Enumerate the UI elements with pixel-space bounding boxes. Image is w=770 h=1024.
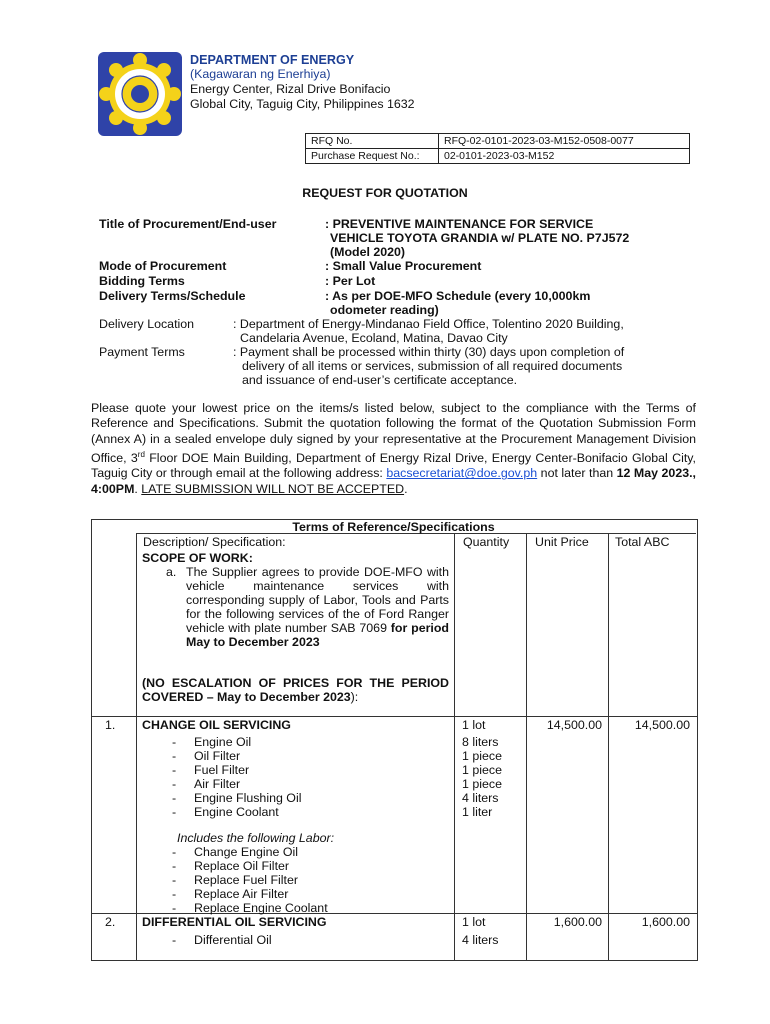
- part-quantity: 1 piece: [462, 749, 502, 763]
- col-description: Description/ Specification:: [143, 535, 286, 549]
- scope-text-a: The Supplier agrees to provide DOE-MFO with vehicle maintenance services with corresponding supply of Labor, Tools and Parts for the following services of the of Ford Ranger vehicle with plate number SAB 7069: [186, 565, 449, 635]
- address-line-2: Global City, Taguig City, Philippines 1632: [190, 97, 415, 111]
- payment-value-2: delivery of all items or services, submission of all required documents: [242, 359, 623, 373]
- part-name: Oil Filter: [194, 749, 241, 763]
- pr-value: 02-0101-2023-03-M152: [439, 149, 690, 164]
- col-quantity: Quantity: [463, 535, 510, 549]
- labor-title: Includes the following Labor:: [177, 831, 335, 845]
- instructions-paragraph: [91, 401, 696, 497]
- item-title: DIFFERENTIAL OIL SERVICING: [142, 915, 327, 929]
- bidding-value: : Per Lot: [325, 274, 376, 288]
- item-quantity: 1 lot: [462, 915, 486, 929]
- part-dash: -: [172, 777, 177, 791]
- col-unit-price: Unit Price: [535, 535, 589, 549]
- labor-dash: -: [172, 859, 177, 873]
- part-quantity: 8 liters: [462, 735, 499, 749]
- item-title: CHANGE OIL SERVICING: [142, 718, 291, 732]
- payment-label: Payment Terms: [99, 345, 185, 359]
- delivery-label: Delivery Terms/Schedule: [99, 289, 246, 303]
- part-name: Differential Oil: [194, 933, 272, 947]
- late-submission-warning: LATE SUBMISSION WILL NOT BE ACCEPTED: [141, 481, 405, 496]
- labor-item: Replace Air Filter: [194, 887, 289, 901]
- document-title: REQUEST FOR QUOTATION: [302, 186, 468, 200]
- part-dash: -: [172, 933, 177, 947]
- rfq-table: [305, 133, 690, 164]
- title-value-1: : PREVENTIVE MAINTENANCE FOR SERVICE: [325, 217, 594, 231]
- labor-item: Change Engine Oil: [194, 845, 299, 859]
- part-dash: -: [172, 805, 177, 819]
- title-value-2: VEHICLE TOYOTA GRANDIA w/ PLATE NO. P7J572: [330, 231, 630, 245]
- delivery-value-2: odometer reading): [330, 303, 439, 317]
- part-name: Fuel Filter: [194, 763, 250, 777]
- instructions-text-3: not later than: [537, 466, 617, 481]
- item-unit-price: 1,600.00: [553, 915, 602, 929]
- org-name: DEPARTMENT OF ENERGY: [190, 53, 355, 67]
- part-name: Engine Coolant: [194, 805, 279, 819]
- part-name: Engine Oil: [194, 735, 252, 749]
- doe-logo: [98, 52, 182, 136]
- location-value-1: : Department of Energy-Mindanao Field Office, Tolentino 2020 Building,: [233, 317, 624, 331]
- payment-value-1: : Payment shall be processed within thirty (30) days upon completion of: [233, 345, 625, 359]
- scope-period: for period May to December 2023: [186, 621, 449, 649]
- part-quantity: 1 liter: [462, 805, 493, 819]
- email-link[interactable]: bacsecretariat@doe.gov.ph: [386, 466, 538, 481]
- rfq-label: RFQ No.: [306, 134, 439, 149]
- part-dash: -: [172, 735, 177, 749]
- title-value-3: (Model 2020): [330, 245, 406, 259]
- title-label: Title of Procurement/End-user: [99, 217, 277, 231]
- instructions-text: Please quote your lowest price on the items/s listed below, subject to the compliance with the Terms of Reference and Specifications. Submit the quotation following the format of the Quotation Submission Form (Annex A) in a sealed envelope duly signed by your representative at the Procurement Management Division Office, 3: [91, 401, 696, 466]
- item-unit-price: 14,500.00: [546, 718, 602, 732]
- item-number: 2.: [105, 915, 116, 929]
- instructions-text-4: .: [134, 481, 142, 496]
- part-dash: -: [172, 749, 177, 763]
- payment-value-3: and issuance of end-user’s certificate acceptance.: [242, 373, 518, 387]
- no-escalation-text: (NO ESCALATION OF PRICES FOR THE PERIOD COVERED – May to December 2023: [142, 676, 449, 704]
- bidding-label: Bidding Terms: [99, 274, 185, 288]
- labor-dash: -: [172, 873, 177, 887]
- part-dash: -: [172, 791, 177, 805]
- mode-label: Mode of Procurement: [99, 259, 227, 273]
- part-quantity: 4 liters: [462, 791, 499, 805]
- part-quantity: 4 liters: [462, 933, 499, 947]
- pr-label: Purchase Request No.:: [306, 149, 439, 164]
- item-total: 1,600.00: [641, 915, 690, 929]
- part-quantity: 1 piece: [462, 777, 502, 791]
- item-number: 1.: [105, 718, 116, 732]
- no-escalation-note: [142, 676, 449, 704]
- address-line-1: Energy Center, Rizal Drive Bonifacio: [190, 82, 391, 96]
- deadline: 12 May 2023., 4:00PM: [91, 466, 696, 496]
- part-dash: -: [172, 763, 177, 777]
- rfq-value: RFQ-02-0101-2023-03-M152-0508-0077: [439, 134, 690, 149]
- scope-text: [186, 565, 449, 649]
- labor-dash: -: [172, 845, 177, 859]
- location-value-2: Candelaria Avenue, Ecoland, Matina, Davao City: [240, 331, 508, 345]
- delivery-value-1: : As per DOE-MFO Schedule (every 10,000km: [325, 289, 591, 303]
- item-total: 14,500.00: [634, 718, 690, 732]
- labor-item: Replace Engine Coolant: [194, 901, 328, 915]
- part-name: Air Filter: [194, 777, 241, 791]
- labor-dash: -: [172, 887, 177, 901]
- scope-title: SCOPE OF WORK:: [142, 551, 253, 565]
- org-local-name: (Kagawaran ng Enerhiya): [190, 67, 331, 81]
- no-escalation-end: ):: [350, 690, 359, 704]
- mode-value: : Small Value Procurement: [325, 259, 482, 273]
- superscript: rd: [137, 449, 145, 459]
- part-quantity: 1 piece: [462, 763, 502, 777]
- instructions-text-2: Floor DOE Main Building, Department of Energy Rizal Drive, Energy Center-Bonifacio Global City, Taguig City or through email at the following address:: [91, 451, 696, 481]
- part-name: Engine Flushing Oil: [194, 791, 302, 805]
- col-total-abc: Total ABC: [615, 535, 670, 549]
- tor-heading: Terms of Reference/Specifications: [292, 520, 495, 534]
- instructions-end: .: [404, 481, 408, 496]
- scope-marker: a.: [166, 565, 177, 579]
- labor-item: Replace Oil Filter: [194, 859, 290, 873]
- location-label: Delivery Location: [99, 317, 195, 331]
- item-quantity: 1 lot: [462, 718, 486, 732]
- labor-dash: -: [172, 901, 177, 915]
- labor-item: Replace Fuel Filter: [194, 873, 298, 887]
